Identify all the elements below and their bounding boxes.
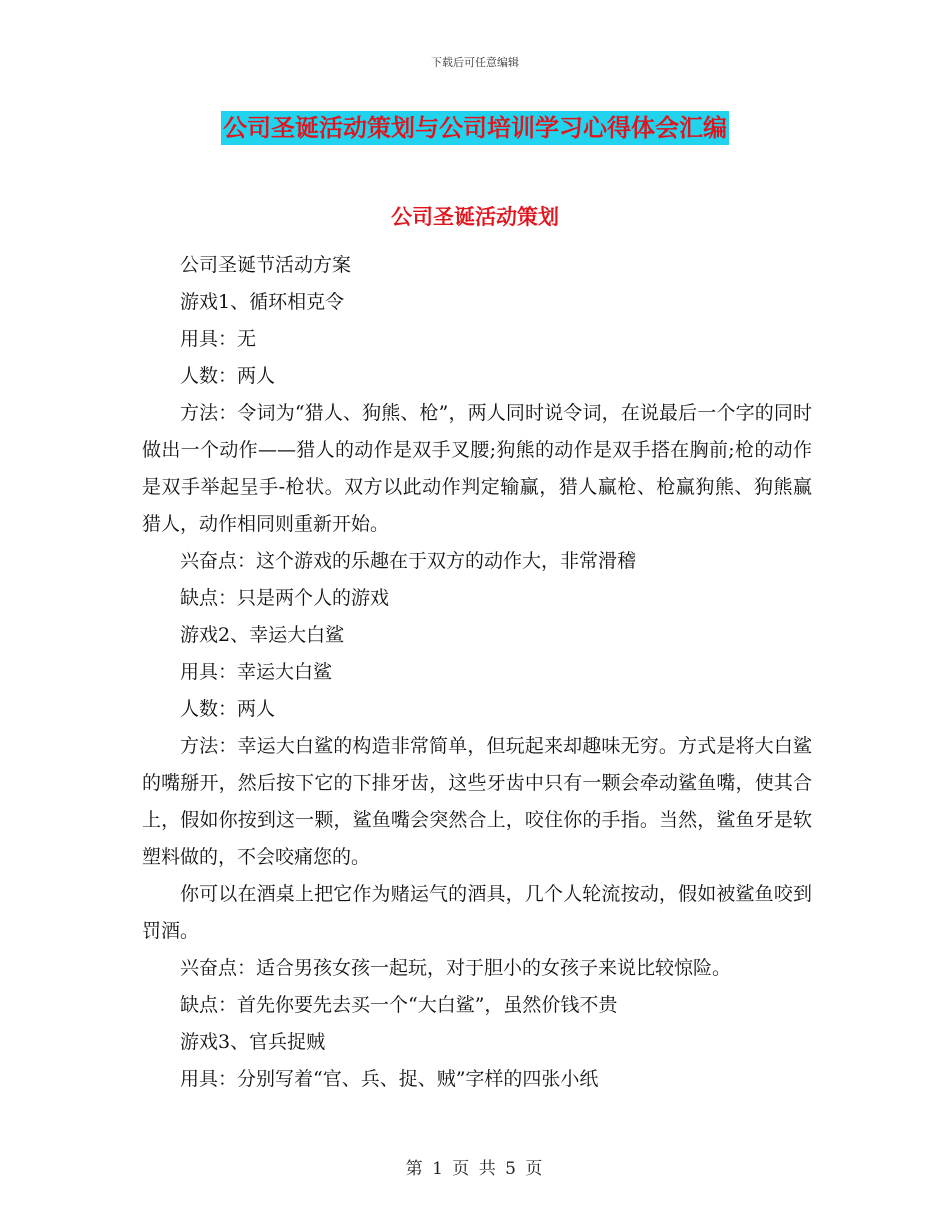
paragraph: 游戏3、官兵捉贼 bbox=[180, 1031, 326, 1053]
paragraph: 用具：分别写着“官、兵、捉、贼”字样的四张小纸 bbox=[180, 1068, 599, 1090]
page-footer: 第 1 页 共 5 页 bbox=[405, 1159, 545, 1179]
paragraph: 兴奋点：适合男孩女孩一起玩，对于胆小的女孩子来说比较惊险。 bbox=[180, 957, 732, 979]
paragraph: 缺点：只是两个人的游戏 bbox=[180, 587, 390, 609]
document-title: 公司圣诞活动策划与公司培训学习心得体会汇编 bbox=[221, 111, 729, 145]
paragraph: 你可以在酒桌上把它作为赌运气的酒具，几个人轮流按动，假如被鲨鱼咬到罚酒。 bbox=[142, 883, 812, 942]
paragraph: 兴奋点：这个游戏的乐趣在于双方的动作大，非常滑稽 bbox=[180, 550, 637, 572]
paragraph: 人数：两人 bbox=[180, 698, 276, 720]
paragraph: 游戏2、幸运大白鲨 bbox=[180, 624, 345, 646]
paragraph: 方法：幸运大白鲨的构造非常简单，但玩起来却趣味无穷。方式是将大白鲨的嘴掰开，然后按下它的下排牙齿，这些牙齿中只有一颗会牵动鲨鱼嘴，使其合上，假如你按到这一颗，鲨鱼嘴会突然合上，咬住你的手指。当然，鲨鱼牙是软塑料做的，不会咬痛您的。 bbox=[142, 735, 812, 868]
paragraph: 人数：两人 bbox=[180, 365, 276, 387]
paragraph: 方法：令词为“猎人、狗熊、枪”，两人同时说令词，在说最后一个字的同时做出一个动作——猎人的动作是双手叉腰;狗熊的动作是双手搭在胸前;枪的动作是双手举起呈手-枪状。双方以此动作判定输赢，猎人赢枪、枪赢狗熊、狗熊赢猎人，动作相同则重新开始。 bbox=[142, 402, 812, 535]
body-text bbox=[142, 247, 812, 1098]
paragraph: 用具：无 bbox=[180, 328, 257, 350]
paragraph: 用具：幸运大白鲨 bbox=[180, 661, 333, 683]
paragraph: 游戏1、循环相克令 bbox=[180, 291, 345, 313]
paragraph: 公司圣诞节活动方案 bbox=[180, 254, 352, 276]
section-title: 公司圣诞活动策划 bbox=[391, 205, 559, 229]
paragraph: 缺点：首先你要先去买一个“大白鲨”，虽然价钱不贵 bbox=[180, 994, 618, 1016]
header-note: 下载后可任意编辑 bbox=[431, 56, 519, 69]
